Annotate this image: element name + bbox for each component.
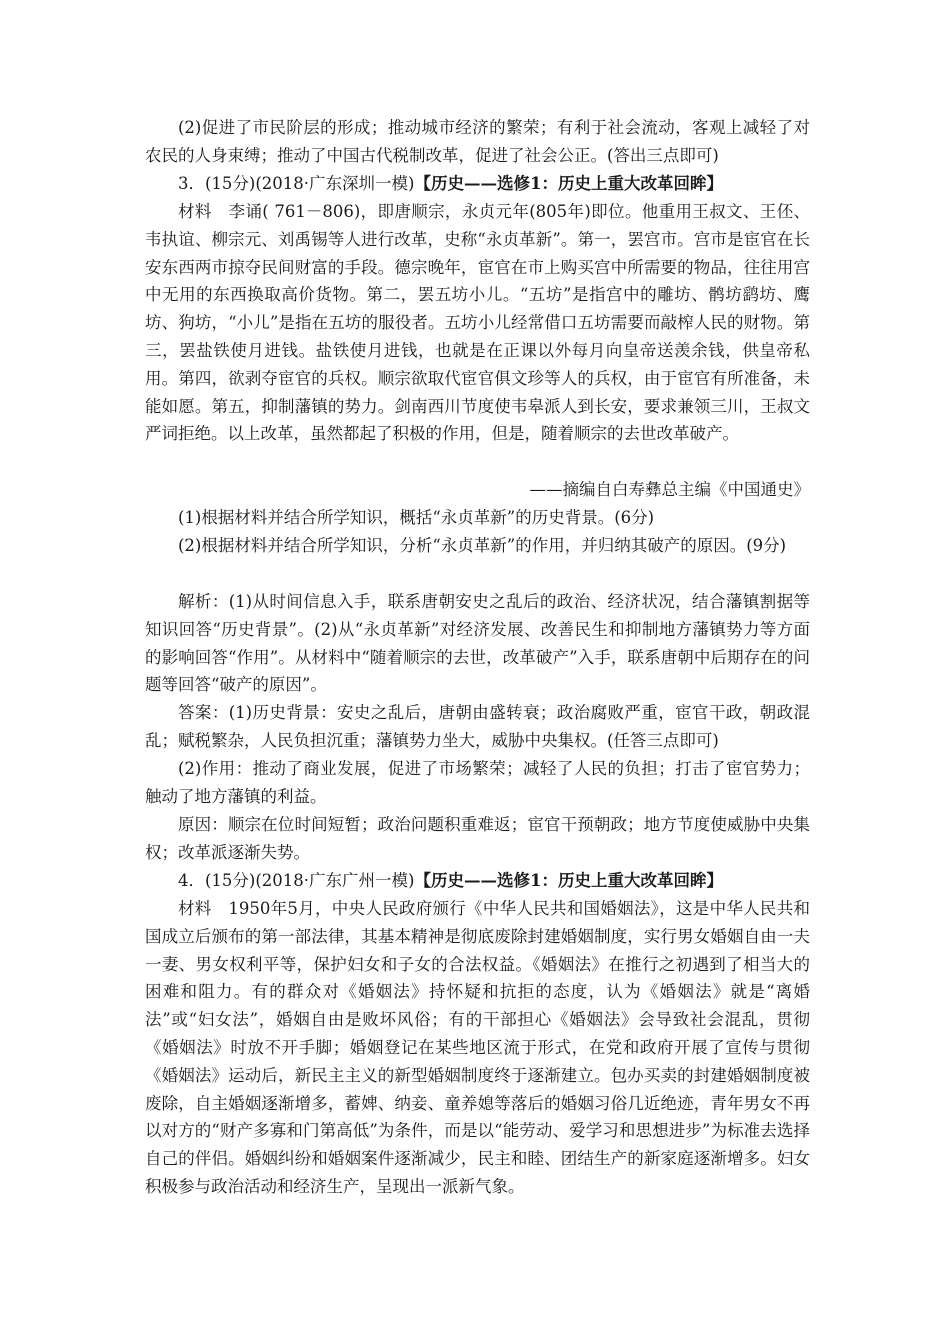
q4-header-topic: 【历史——选修1：历史上重大改革回眸】 bbox=[414, 871, 723, 890]
q3-header bbox=[145, 170, 810, 198]
q3-analysis: 解析：(1)从时间信息入手，联系唐朝安史之乱后的政治、经济状况，结合藩镇割据等知识回答“历史背景”。(2)从“永贞革新”对经济发展、改善民生和抑制地方藩镇势力等方面的影响回答“作用”。从材料中“随着顺宗的去世，改革破产”入手，联系唐朝中后期存在的问题等回答“破产的原因”。 bbox=[145, 592, 810, 695]
q4-header-prefix: 4．(15分)(2018·广东广州一模) bbox=[178, 871, 415, 890]
q2-answer-part2: (2)促进了市民阶层的形成；推动城市经济的繁荣；有利于社会流动，客观上减轻了对农民的人身束缚；推动了中国古代税制改革，促进了社会公正。(答出三点即可) bbox=[145, 118, 810, 165]
q4-header bbox=[145, 867, 810, 895]
q3-answer-part1: 答案：(1)历史背景：安史之乱后，唐朝由盛转衰；政治腐败严重，宦官干政，朝政混乱；赋税繁杂，人民负担沉重；藩镇势力坐大，威胁中央集权。(任答三点即可) bbox=[145, 703, 810, 750]
q3-material: 材料 李诵( 761－806)，即唐顺宗，永贞元年(805年)即位。他重用王叔文、王伾、韦执谊、柳宗元、刘禹锡等人进行改革，史称“永贞革新”。第一，罢宫市。宫市是宦官在长安东西两市掠夺民间财富的手段。德宗晚年，宦官在市上购买宫中所需要的物品，往往用宫中无用的东西换取高价货物。第二，罢五坊小儿。“五坊”是指宫中的雕坊、鹘坊鹞坊、鹰坊、狗坊，“小儿”是指在五坊的服役者。五坊小儿经常借口五坊需要而敲榨人民的财物。第三，罢盐铁使月进钱。盐铁使月进钱，也就是在正课以外每月向皇帝送羡余钱，供皇帝私用。第四，欲剥夺宦官的兵权。顺宗欲取代宦官俱文珍等人的兵权，由于宦官有所准备，未能如愿。第五，抑制藩镇的势力。剑南西川节度使韦皋派人到长安，要求兼领三川，王叔文严词拒绝。以上改革，虽然都起了积极的作用，但是，随着顺宗的去世改革破产。 bbox=[145, 202, 810, 444]
q3-answer-reasons: 原因：顺宗在位时间短暂；政治问题积重难返；宦官干预朝政；地方节度使威胁中央集权；改革派逐渐失势。 bbox=[145, 815, 810, 862]
q3-source-citation: ——摘编自白寿彝总主编《中国通史》 bbox=[529, 480, 810, 499]
q3-question-2: (2)根据材料并结合所学知识，分析“永贞革新”的作用，并归纳其破产的原因。(9分) bbox=[178, 536, 787, 555]
q3-header-topic: 【历史——选修1：历史上重大改革回眸】 bbox=[414, 174, 723, 193]
q3-answer-part2: (2)作用：推动了商业发展，促进了市场繁荣；减轻了人民的负担；打击了宦官势力；触动了地方藩镇的利益。 bbox=[145, 759, 810, 806]
q3-header-prefix: 3．(15分)(2018·广东深圳一模) bbox=[178, 174, 415, 193]
q3-question-1: (1)根据材料并结合所学知识，概括“永贞革新”的历史背景。(6分) bbox=[178, 508, 655, 527]
q4-material: 材料 1950年5月，中央人民政府颁行《中华人民共和国婚姻法》，这是中华人民共和国成立后颁布的第一部法律，其基本精神是彻底废除封建婚姻制度，实行男女婚姻自由一夫一妻、男女权利平等，保护妇女和子女的合法权益。《婚姻法》在推行之初遇到了相当大的困难和阻力。有的群众对《婚姻法》持怀疑和抗拒的态度，认为《婚姻法》就是“离婚法”或“妇女法”，婚姻自由是败坏风俗；有的干部担心《婚姻法》会导致社会混乱，贯彻《婚姻法》时放不开手脚；婚姻登记在某些地区流于形式，在党和政府开展了宣传与贯彻《婚姻法》运动后，新民主主义的新型婚姻制度终于逐渐建立。包办买卖的封建婚姻制度被废除，自主婚姻逐渐增多，蓄婢、纳妾、童养媳等落后的婚姻习俗几近绝迹，青年男女不再以对方的“财产多寡和门第高低”为条件，而是以“能劳动、爱学习和思想进步”为标准去选择自己的伴侣。婚姻纠纷和婚姻案件逐渐减少，民主和睦、团结生产的新家庭逐渐增多。妇女积极参与政治活动和经济生产，呈现出一派新气象。 bbox=[145, 899, 810, 1196]
